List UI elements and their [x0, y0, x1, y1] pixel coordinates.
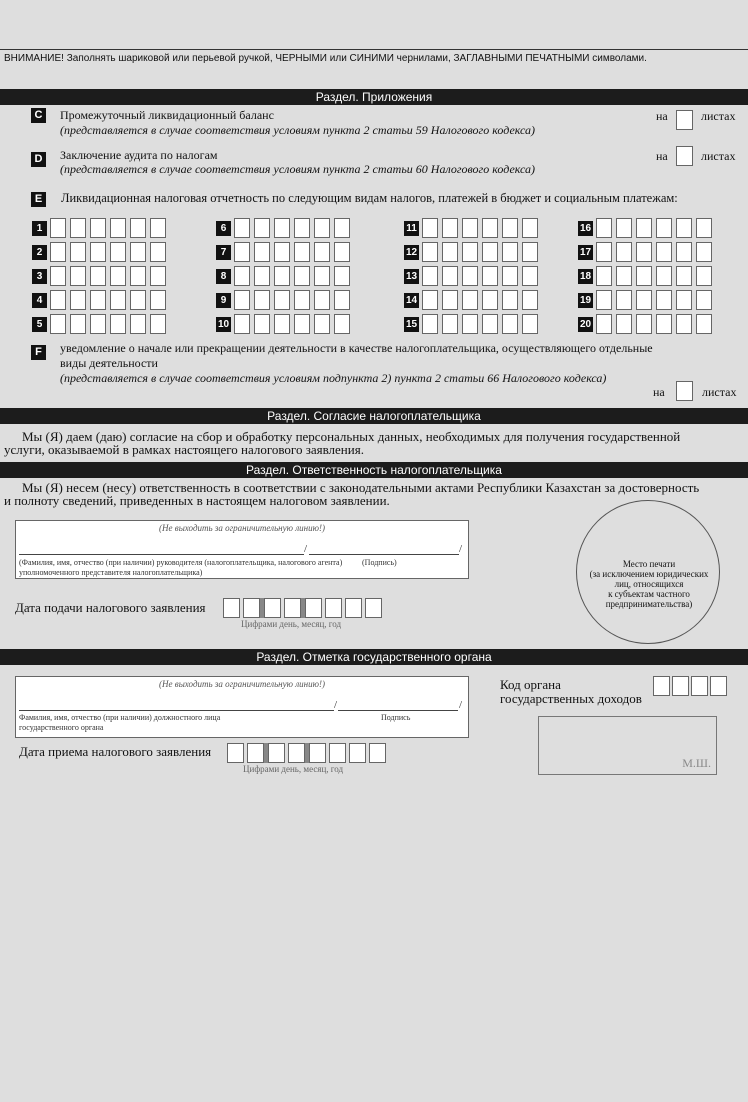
top-rule [0, 49, 748, 50]
tax-type-cell[interactable] [150, 242, 166, 262]
attachment-c-on: на [656, 109, 668, 123]
tax-type-number: 1 [32, 221, 47, 236]
tax-type-cell[interactable] [616, 242, 632, 262]
attachment-c-title: Промежуточный ликвидационный баланс [60, 108, 274, 122]
tax-type-cell[interactable] [150, 290, 166, 310]
tax-type-cell[interactable] [294, 266, 310, 286]
tax-type-number: 8 [216, 269, 231, 284]
tax-type-cell[interactable] [596, 314, 612, 334]
tax-type-cell[interactable] [616, 290, 632, 310]
tax-type-cell[interactable] [616, 218, 632, 238]
tax-type-cell[interactable] [442, 242, 458, 262]
date-cell[interactable] [309, 743, 326, 763]
attachment-f-sheets-label: листах [702, 385, 737, 399]
date-cell[interactable] [365, 598, 382, 618]
tax-type-cell[interactable] [676, 314, 692, 334]
tax-type-number: 9 [216, 293, 231, 308]
tax-type-cell[interactable] [522, 290, 538, 310]
officer-name-line [19, 710, 334, 711]
stamp-caption-line1: Место печати [622, 559, 676, 569]
tax-type-cell[interactable] [482, 290, 498, 310]
date-cell[interactable] [268, 743, 285, 763]
attachment-e-title: Ликвидационная налоговая отчетность по следующим видам налогов, платежей в бюджет и социальным платежам: [61, 191, 678, 205]
revenue-authority-code-field[interactable] [653, 676, 727, 696]
tax-type-cell[interactable] [150, 314, 166, 334]
tax-type-cell[interactable] [676, 218, 692, 238]
tax-type-cell[interactable] [50, 218, 66, 238]
tax-type-number: 5 [32, 317, 47, 332]
revenue-authority-code-label-line1: Код органа [500, 677, 561, 692]
tax-type-cell[interactable] [596, 242, 612, 262]
tax-type-cell[interactable] [294, 314, 310, 334]
date-cell[interactable] [369, 743, 386, 763]
attachment-c-letter: C [31, 108, 46, 123]
section-header-responsibility: Раздел. Ответственность налогоплательщика [0, 462, 748, 478]
attachment-d-title: Заключение аудита по налогам [60, 148, 218, 162]
tax-type-number: 4 [32, 293, 47, 308]
tax-type-cell[interactable] [636, 242, 652, 262]
tax-type-cell[interactable] [254, 266, 270, 286]
tax-type-cell[interactable] [130, 290, 146, 310]
tax-type-cell[interactable] [482, 242, 498, 262]
attachment-f-on: на [653, 385, 665, 399]
tax-type-number: 3 [32, 269, 47, 284]
tax-type-cell[interactable] [462, 314, 478, 334]
attachment-d-letter: D [31, 152, 46, 167]
submission-date-caption: Цифрами день, месяц, год [241, 619, 342, 629]
tax-type-cell[interactable] [254, 314, 270, 334]
responsibility-text-line2: и полноту сведений, приведенных в настоящем налоговом заявлении. [4, 493, 390, 508]
tax-type-cell[interactable] [334, 266, 350, 286]
attachment-c-note: (представляется в случае соответствия условиям пункта 2 статьи 59 Налогового кодекса) [60, 123, 535, 137]
tax-type-cell[interactable] [502, 266, 518, 286]
tax-type-cell[interactable] [274, 218, 290, 238]
tax-type-number: 16 [579, 223, 592, 234]
stamp-caption [577, 559, 721, 609]
attachment-c-sheets-input[interactable] [676, 110, 693, 130]
tax-type-cell[interactable] [502, 314, 518, 334]
tax-type-number: 14 [405, 295, 418, 306]
consent-text-line1: Мы (Я) даем (даю) согласие на сбор и обработку персональных данных, необходимых для получения государственной [22, 429, 681, 444]
tax-type-cell[interactable] [234, 290, 250, 310]
tax-type-cell[interactable] [462, 266, 478, 286]
code-cell[interactable] [710, 676, 727, 696]
tax-type-cell[interactable] [636, 314, 652, 334]
date-cell[interactable] [243, 598, 260, 618]
tax-type-cell[interactable] [110, 314, 126, 334]
tax-type-cell[interactable] [70, 266, 86, 286]
tax-type-cell[interactable] [636, 290, 652, 310]
date-cell[interactable] [325, 598, 342, 618]
tax-type-cell[interactable] [110, 242, 126, 262]
tax-type-cell[interactable] [130, 314, 146, 334]
tax-type-cell[interactable] [334, 218, 350, 238]
tax-type-cell[interactable] [422, 218, 438, 238]
tax-type-cell[interactable] [636, 218, 652, 238]
date-cell[interactable] [288, 743, 305, 763]
tax-type-cell[interactable] [234, 218, 250, 238]
tax-type-number: 20 [579, 319, 592, 330]
tax-type-cell[interactable] [656, 314, 672, 334]
tax-type-cell[interactable] [462, 218, 478, 238]
officer-boundary-note: (Не выходить за ограничительную линию!) [159, 679, 325, 689]
attachment-f-letter: F [31, 345, 46, 360]
tax-type-number: 18 [579, 271, 592, 282]
tax-type-cell[interactable] [696, 266, 712, 286]
date-cell[interactable] [345, 598, 362, 618]
code-cell[interactable] [672, 676, 689, 696]
tax-type-cell[interactable] [482, 266, 498, 286]
taxpayer-signature-box[interactable] [15, 520, 469, 579]
officer-slash-2: / [459, 699, 463, 711]
taxpayer-name-caption-line1: (Фамилия, имя, отчество (при наличии) руководителя (налогоплательщика, налогового агента) [19, 558, 343, 567]
tax-type-cell[interactable] [616, 314, 632, 334]
tax-type-cell[interactable] [696, 242, 712, 262]
attachment-d-sheets-label: листах [701, 149, 736, 163]
tax-type-cell[interactable] [522, 242, 538, 262]
officer-slash-1: / [334, 699, 338, 711]
officer-sign-line [338, 710, 458, 711]
tax-type-cell[interactable] [150, 266, 166, 286]
tax-type-number: 6 [216, 221, 231, 236]
tax-type-cell[interactable] [130, 266, 146, 286]
taxpayer-name-caption-line2: уполномоченного представителя налогоплательщика) [19, 568, 203, 577]
tax-type-cell[interactable] [234, 242, 250, 262]
tax-type-cell[interactable] [150, 218, 166, 238]
tax-type-cell[interactable] [596, 266, 612, 286]
tax-type-cell[interactable] [90, 314, 106, 334]
taxpayer-slash-2: / [459, 543, 463, 555]
code-cell[interactable] [691, 676, 708, 696]
tax-type-cell[interactable] [676, 242, 692, 262]
tax-type-cell[interactable] [522, 218, 538, 238]
tax-type-cell[interactable] [70, 290, 86, 310]
tax-type-cell[interactable] [676, 266, 692, 286]
tax-type-cell[interactable] [334, 314, 350, 334]
date-cell[interactable] [349, 743, 366, 763]
revenue-authority-code-label-line2: государственных доходов [500, 691, 642, 706]
tax-type-cell[interactable] [422, 242, 438, 262]
tax-type-number: 11 [404, 221, 419, 236]
revenue-authority-code-label [500, 678, 642, 706]
date-cell[interactable] [305, 598, 322, 618]
tax-type-cell[interactable] [502, 290, 518, 310]
stamp-caption-line5: предпринимательства) [605, 599, 693, 609]
stamp-place-mark: М.Ш. [682, 756, 711, 770]
tax-type-cell[interactable] [314, 266, 330, 286]
tax-type-cell[interactable] [482, 314, 498, 334]
submission-date-label: Дата подачи налогового заявления [15, 600, 206, 615]
tax-type-cell[interactable] [274, 314, 290, 334]
officer-name-caption-line2: государственного органа [19, 723, 104, 732]
attachment-f-sheets-input[interactable] [676, 381, 693, 401]
attachment-d-note: (представляется в случае соответствия условиям пункта 2 статьи 60 Налогового кодекса) [60, 162, 535, 176]
date-cell[interactable] [284, 598, 301, 618]
tax-type-cell[interactable] [234, 314, 250, 334]
attachment-f-note: (представляется в случае соответствия условиям подпункта 2) пункта 2 статьи 66 Налогового кодекса) [60, 371, 607, 385]
tax-type-cell[interactable] [696, 314, 712, 334]
tax-type-number: 19 [579, 295, 592, 306]
tax-type-cell[interactable] [130, 218, 146, 238]
tax-type-cell[interactable] [656, 218, 672, 238]
tax-type-cell[interactable] [442, 314, 458, 334]
officer-signature-box[interactable] [15, 676, 469, 738]
tax-type-cell[interactable] [636, 266, 652, 286]
tax-type-cell[interactable] [90, 266, 106, 286]
taxpayer-sign-caption: (Подпись) [362, 558, 397, 567]
tax-type-cell[interactable] [294, 290, 310, 310]
tax-type-cell[interactable] [656, 242, 672, 262]
responsibility-text-line1: Мы (Я) несем (несу) ответственность в соответствии с законодательными актами Республики Казахстан за достоверность [22, 480, 700, 495]
tax-type-cell[interactable] [334, 242, 350, 262]
receipt-date-caption: Цифрами день, месяц, год [243, 764, 344, 774]
taxpayer-sign-line [309, 554, 459, 555]
tax-type-cell[interactable] [90, 242, 106, 262]
tax-type-cell[interactable] [90, 290, 106, 310]
tax-type-cell[interactable] [482, 218, 498, 238]
authority-stamp-box [538, 716, 717, 775]
tax-type-cell[interactable] [130, 242, 146, 262]
date-cell[interactable] [227, 743, 244, 763]
tax-type-cell[interactable] [90, 218, 106, 238]
tax-type-cell[interactable] [522, 314, 538, 334]
tax-type-cell[interactable] [254, 218, 270, 238]
code-cell[interactable] [653, 676, 670, 696]
tax-type-cell[interactable] [274, 266, 290, 286]
tax-type-cell[interactable] [110, 266, 126, 286]
submission-date-field[interactable] [223, 598, 382, 618]
receipt-date-field[interactable] [227, 743, 386, 763]
tax-type-cell[interactable] [50, 290, 66, 310]
date-cell[interactable] [223, 598, 240, 618]
tax-type-cell[interactable] [442, 290, 458, 310]
tax-type-cell[interactable] [314, 218, 330, 238]
tax-type-cell[interactable] [70, 218, 86, 238]
taxpayer-boundary-note: (Не выходить за ограничительную линию!) [159, 523, 325, 533]
stamp-caption-line3: лиц, относящихся [614, 579, 684, 589]
tax-type-cell[interactable] [462, 290, 478, 310]
receipt-date-label: Дата приема налогового заявления [19, 744, 212, 759]
attachment-f-title-line2: виды деятельности [60, 356, 158, 370]
tax-type-cell[interactable] [110, 218, 126, 238]
date-cell[interactable] [264, 598, 281, 618]
tax-type-cell[interactable] [110, 290, 126, 310]
tax-type-cell[interactable] [274, 290, 290, 310]
consent-text-line2: услуги, оказываемой в рамках настоящего налогового заявления. [4, 442, 364, 457]
tax-type-cell[interactable] [234, 266, 250, 286]
tax-type-cell[interactable] [70, 242, 86, 262]
tax-type-cell[interactable] [422, 290, 438, 310]
stamp-circle [576, 500, 720, 644]
tax-type-cell[interactable] [676, 290, 692, 310]
tax-type-cell[interactable] [462, 242, 478, 262]
attachment-e-letter: E [31, 192, 46, 207]
attachment-d-sheets-input[interactable] [676, 146, 693, 166]
tax-type-cell[interactable] [422, 266, 438, 286]
tax-type-cell[interactable] [596, 290, 612, 310]
tax-type-cell[interactable] [254, 290, 270, 310]
tax-type-cell[interactable] [696, 218, 712, 238]
stamp-caption-line2: (за исключением юридических [589, 569, 709, 579]
tax-type-number: 2 [32, 245, 47, 260]
date-cell[interactable] [329, 743, 346, 763]
tax-type-cell[interactable] [50, 266, 66, 286]
tax-type-cell[interactable] [334, 290, 350, 310]
tax-type-cell[interactable] [274, 242, 290, 262]
tax-type-cell[interactable] [422, 314, 438, 334]
attachment-d-on: на [656, 149, 668, 163]
tax-type-cell[interactable] [522, 266, 538, 286]
tax-type-cell[interactable] [50, 242, 66, 262]
officer-name-caption-line1: Фамилия, имя, отчество (при наличии) должностного лица [19, 713, 221, 722]
section-header-attachments: Раздел. Приложения [0, 89, 748, 105]
tax-type-cell[interactable] [616, 266, 632, 286]
tax-type-cell[interactable] [50, 314, 66, 334]
tax-type-cell[interactable] [656, 266, 672, 286]
tax-type-cell[interactable] [254, 242, 270, 262]
tax-type-number: 13 [405, 271, 418, 282]
tax-type-cell[interactable] [596, 218, 612, 238]
tax-type-number: 7 [216, 245, 231, 260]
tax-type-number: 17 [579, 247, 592, 258]
tax-type-number: 15 [405, 319, 418, 330]
section-header-consent: Раздел. Согласие налогоплательщика [0, 408, 748, 424]
tax-type-cell[interactable] [656, 290, 672, 310]
tax-type-cell[interactable] [442, 218, 458, 238]
stamp-caption-line4: к субъектам частного [608, 589, 690, 599]
taxpayer-name-line [19, 554, 304, 555]
taxpayer-slash-1: / [304, 543, 308, 555]
officer-sign-caption: Подпись [381, 713, 411, 722]
tax-type-cell[interactable] [294, 218, 310, 238]
tax-type-cell[interactable] [314, 290, 330, 310]
tax-type-number: 10 [217, 319, 230, 330]
tax-type-cell[interactable] [696, 290, 712, 310]
tax-type-cell[interactable] [502, 218, 518, 238]
tax-type-cell[interactable] [314, 242, 330, 262]
attachment-c-sheets-label: листах [701, 109, 736, 123]
tax-type-cell[interactable] [502, 242, 518, 262]
tax-type-cell[interactable] [70, 314, 86, 334]
tax-type-cell[interactable] [442, 266, 458, 286]
tax-type-cell[interactable] [294, 242, 310, 262]
tax-type-number: 12 [405, 247, 418, 258]
section-header-authority: Раздел. Отметка государственного органа [0, 649, 748, 665]
tax-type-cell[interactable] [314, 314, 330, 334]
fill-instructions: ВНИМАНИЕ! Заполнять шариковой или перьевой ручкой, ЧЕРНЫМИ или СИНИМИ чернилами, ЗАГЛАВНЫМИ ПЕЧАТНЫМИ символами. [4, 53, 647, 64]
attachment-f-title-line1: уведомление о начале или прекращении деятельности в качестве налогоплательщика, осуществляющего отдельные [60, 341, 653, 355]
date-cell[interactable] [247, 743, 264, 763]
